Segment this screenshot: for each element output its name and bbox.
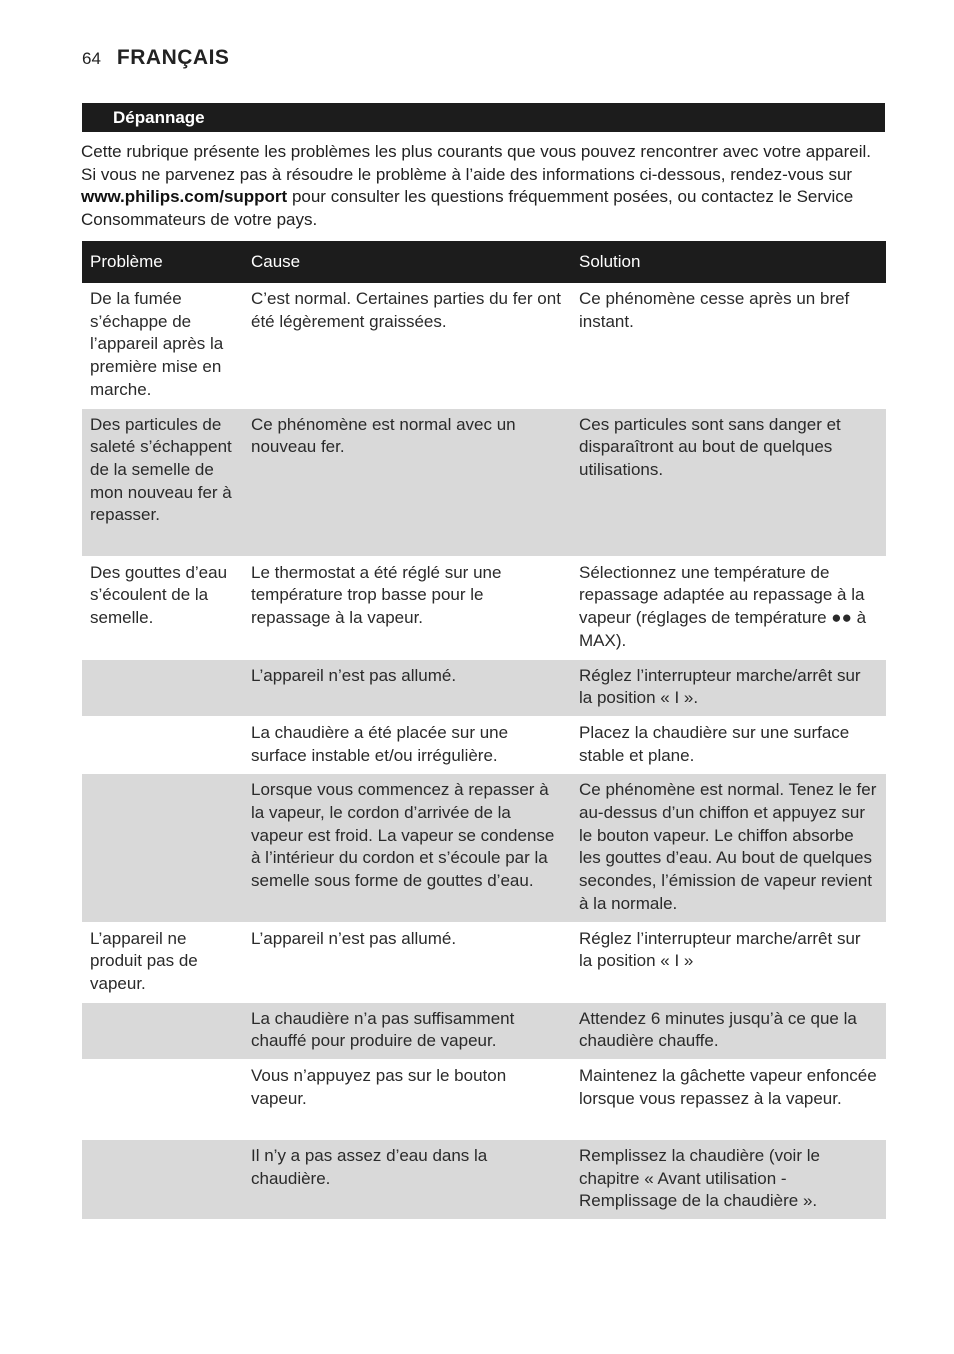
- solution-cell: Réglez l’interrupteur marche/arrêt sur la position « I »: [571, 922, 886, 1002]
- problem-cell: De la fumée s’échappe de l’appareil après la première mise en marche.: [82, 283, 243, 408]
- table-row: [82, 408, 886, 556]
- intro-text: Cette rubrique présente les problèmes les plus courants que vous pouvez rencontrer avec votre appareil. Si vous ne parvenez pas à résoudre le problème à l’aide des informations ci-dessous, rendez-vous sur: [81, 142, 871, 184]
- cause-cell: Il n’y a pas assez d’eau dans la chaudière.: [243, 1140, 571, 1220]
- solution-cell: Placez la chaudière sur une surface stable et plane.: [571, 716, 886, 773]
- table-row: [82, 556, 886, 659]
- problem-cell: [82, 1060, 243, 1140]
- problem-cell: [82, 774, 243, 922]
- cause-cell: L’appareil n’est pas allumé.: [243, 922, 571, 1002]
- solution-cell: Maintenez la gâchette vapeur enfoncée lorsque vous repassez à la vapeur.: [571, 1060, 886, 1140]
- cause-cell: Lorsque vous commencez à repasser à la vapeur, le cordon d’arrivée de la vapeur est froid. La vapeur se condense à l’intérieur du cordon et s’écoule par la semelle sous forme de gouttes d’eau.: [243, 774, 571, 922]
- problem-cell: [82, 716, 243, 773]
- problem-cell: [82, 1140, 243, 1220]
- solution-cell: Ces particules sont sans danger et disparaîtront au bout de quelques utilisations.: [571, 408, 886, 556]
- problem-cell: [82, 659, 243, 716]
- problem-cell: Des gouttes d’eau s’écoulent de la semelle.: [82, 556, 243, 659]
- cause-cell: La chaudière n’a pas suffisamment chauffé pour produire de vapeur.: [243, 1002, 571, 1059]
- table-row: [82, 1060, 886, 1140]
- table-row: [82, 922, 886, 1002]
- solution-cell: Ce phénomène cesse après un bref instant.: [571, 283, 886, 408]
- troubleshooting-table: [82, 241, 886, 1220]
- solution-cell: Remplissez la chaudière (voir le chapitre « Avant utilisation - Remplissage de la chaudière ».: [571, 1140, 886, 1220]
- section-title: Dépannage: [82, 103, 885, 132]
- table-row: [82, 1140, 886, 1220]
- cause-cell: C’est normal. Certaines parties du fer ont été légèrement graissées.: [243, 283, 571, 408]
- problem-cell: L’appareil ne produit pas de vapeur.: [82, 922, 243, 1002]
- cause-cell: Ce phénomène est normal avec un nouveau fer.: [243, 408, 571, 556]
- cause-cell: Le thermostat a été réglé sur une température trop basse pour le repassage à la vapeur.: [243, 556, 571, 659]
- table-header-row: [82, 241, 886, 283]
- table-row: [82, 1002, 886, 1059]
- column-header-problem: Problème: [82, 241, 243, 283]
- cause-cell: Vous n’appuyez pas sur le bouton vapeur.: [243, 1060, 571, 1140]
- intro-paragraph: [81, 141, 887, 232]
- problem-cell: Des particules de saleté s’échappent de la semelle de mon nouveau fer à repasser.: [82, 408, 243, 556]
- cause-cell: La chaudière a été placée sur une surface instable et/ou irrégulière.: [243, 716, 571, 773]
- page-number: 64: [82, 49, 101, 68]
- solution-cell: Sélectionnez une température de repassage adaptée au repassage à la vapeur (réglages de température ●● à MAX).: [571, 556, 886, 659]
- support-link[interactable]: www.philips.com/support: [81, 187, 288, 207]
- intro-text-end: pour consulter les questions fréquemment posées, ou contactez le Service Consommateurs de votre pays.: [81, 187, 854, 230]
- page-language-title: FRANÇAIS: [116, 46, 230, 69]
- solution-cell: Réglez l’interrupteur marche/arrêt sur la position « I ».: [571, 659, 886, 716]
- problem-cell: [82, 1002, 243, 1059]
- column-header-solution: Solution: [571, 241, 886, 283]
- page-header: [82, 46, 229, 76]
- table-row: [82, 774, 886, 922]
- cause-cell: L’appareil n’est pas allumé.: [243, 659, 571, 716]
- column-header-cause: Cause: [243, 241, 571, 283]
- solution-cell: Attendez 6 minutes jusqu’à ce que la chaudière chauffe.: [571, 1002, 886, 1059]
- solution-cell: Ce phénomène est normal. Tenez le fer au-dessus d’un chiffon et appuyez sur le bouton vapeur. Le chiffon absorbe les gouttes d’eau. Au bout de quelques secondes, l’émission de vapeur revient à la normale.: [571, 774, 886, 922]
- table-row: [82, 716, 886, 773]
- table-row: [82, 283, 886, 408]
- table-row: [82, 659, 886, 716]
